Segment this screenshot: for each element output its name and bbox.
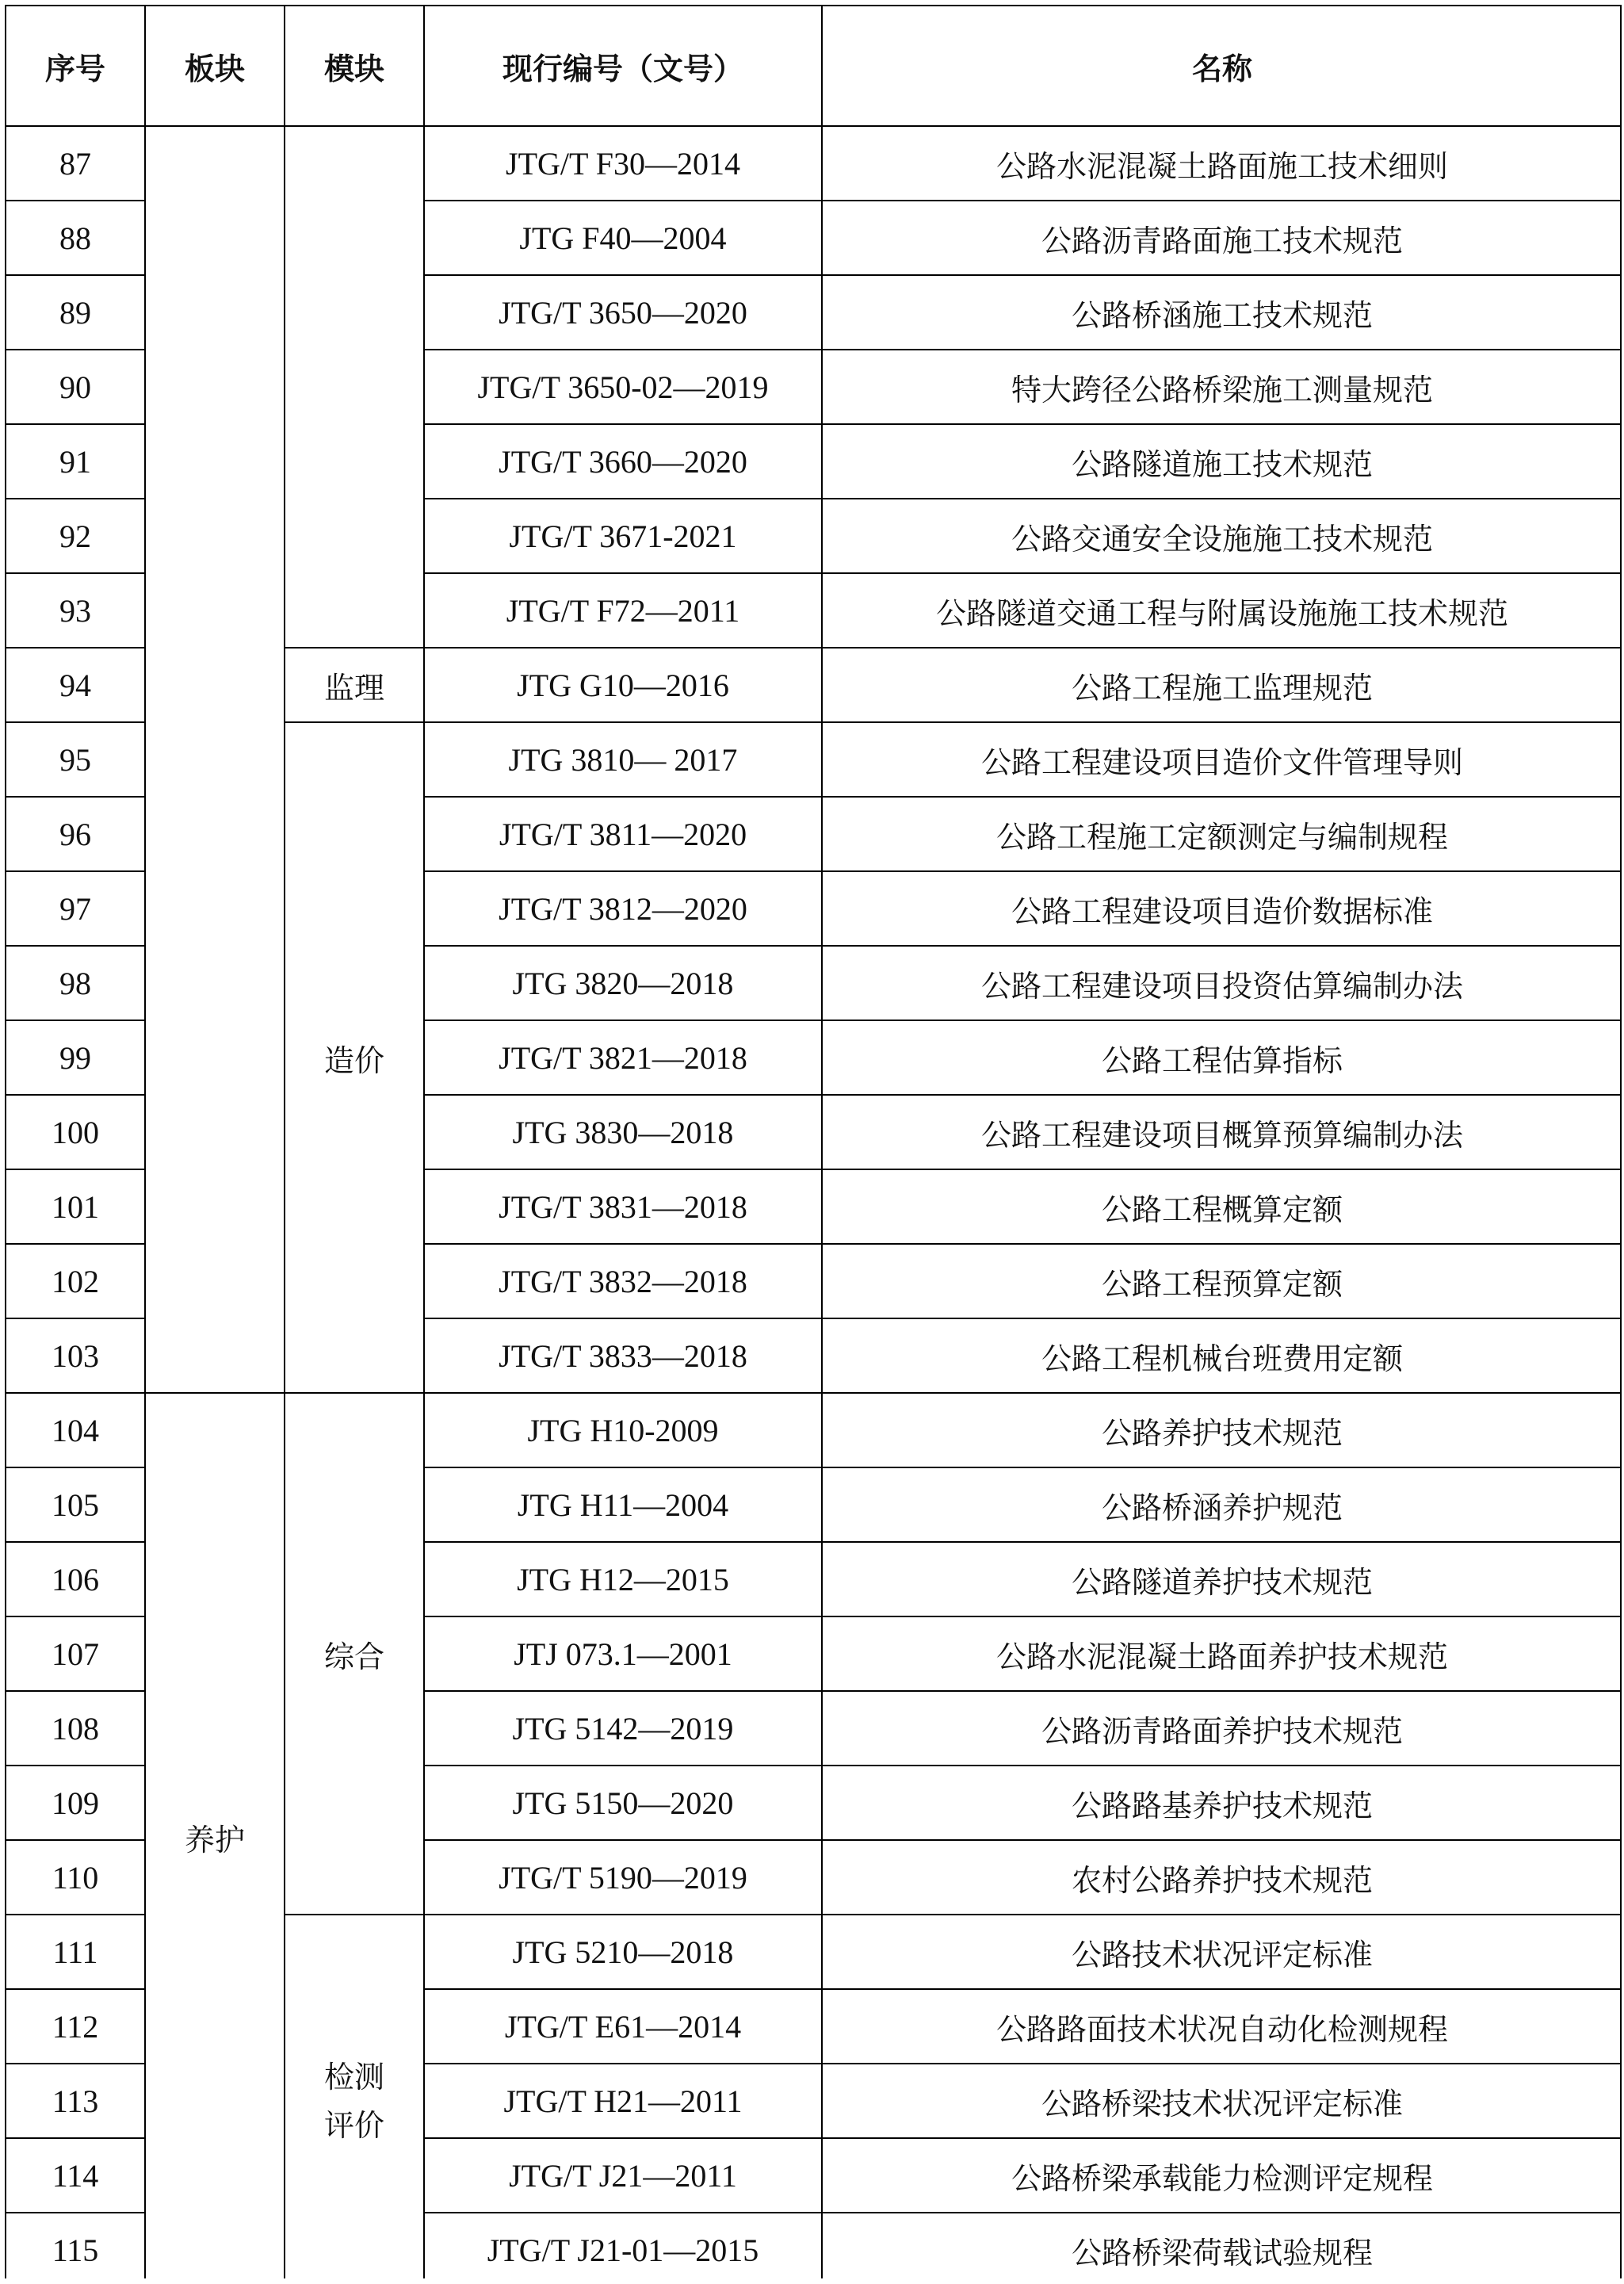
row-code: JTG 5210—2018 (424, 1915, 822, 1989)
row-name: 公路隧道交通工程与附属设施施工技术规范 (822, 573, 1622, 648)
row-code: JTG 3820—2018 (424, 946, 822, 1020)
row-seq: 109 (6, 1766, 145, 1840)
row-code: JTG H12—2015 (424, 1542, 822, 1616)
row-name: 公路工程施工监理规范 (822, 648, 1622, 722)
row-name: 农村公路养护技术规范 (822, 1840, 1622, 1915)
module-cell-construction (285, 126, 424, 648)
row-name: 公路水泥混凝土路面施工技术细则 (822, 126, 1622, 201)
table-row (6, 126, 1622, 201)
row-seq: 106 (6, 1542, 145, 1616)
row-name: 公路路基养护技术规范 (822, 1766, 1622, 1840)
row-code: JTG/T 3832—2018 (424, 1244, 822, 1318)
row-seq: 115 (6, 2213, 145, 2278)
row-code: JTG/T 5190—2019 (424, 1840, 822, 1915)
row-name: 公路工程概算定额 (822, 1169, 1622, 1244)
row-seq: 107 (6, 1616, 145, 1691)
row-code: JTJ 073.1—2001 (424, 1616, 822, 1691)
module-cell-cost: 造价 (285, 722, 424, 1393)
row-seq: 93 (6, 573, 145, 648)
row-seq: 94 (6, 648, 145, 722)
row-seq: 113 (6, 2064, 145, 2138)
row-code: JTG/T 3650—2020 (424, 275, 822, 350)
row-code: JTG H11—2004 (424, 1467, 822, 1542)
row-name: 公路工程建设项目造价文件管理导则 (822, 722, 1622, 797)
document-page (5, 5, 1622, 2278)
row-name: 公路桥涵施工技术规范 (822, 275, 1622, 350)
row-seq: 101 (6, 1169, 145, 1244)
row-seq: 88 (6, 201, 145, 275)
row-name: 公路工程估算指标 (822, 1020, 1622, 1095)
row-name: 公路工程建设项目投资估算编制办法 (822, 946, 1622, 1020)
row-code: JTG 3810— 2017 (424, 722, 822, 797)
module-cell-comprehensive: 综合 (285, 1393, 424, 1915)
row-code: JTG/T 3811—2020 (424, 797, 822, 871)
row-code: JTG/T 3831—2018 (424, 1169, 822, 1244)
row-seq: 89 (6, 275, 145, 350)
row-seq: 95 (6, 722, 145, 797)
row-name: 公路路面技术状况自动化检测规程 (822, 1989, 1622, 2064)
row-code: JTG 5150—2020 (424, 1766, 822, 1840)
row-name: 公路工程机械台班费用定额 (822, 1318, 1622, 1393)
row-seq: 112 (6, 1989, 145, 2064)
module-label-inspection: 检测 评价 (323, 2059, 384, 2143)
row-name: 公路水泥混凝土路面养护技术规范 (822, 1616, 1622, 1691)
row-seq: 103 (6, 1318, 145, 1393)
row-code: JTG/T 3671-2021 (424, 499, 822, 573)
row-code: JTG 3830—2018 (424, 1095, 822, 1169)
row-code: JTG/T 3650-02—2019 (424, 350, 822, 424)
row-seq: 114 (6, 2138, 145, 2213)
module-cell-supervision: 监理 (285, 648, 424, 722)
row-name: 公路交通安全设施施工技术规范 (822, 499, 1622, 573)
row-name: 公路桥梁承载能力检测评定规程 (822, 2138, 1622, 2213)
table-row (6, 1393, 1622, 1467)
header-section: 板块 (145, 6, 285, 126)
row-name: 公路沥青路面施工技术规范 (822, 201, 1622, 275)
row-name: 公路桥涵养护规范 (822, 1467, 1622, 1542)
row-seq: 87 (6, 126, 145, 201)
row-code: JTG/T E61—2014 (424, 1989, 822, 2064)
row-name: 公路桥梁荷载试验规程 (822, 2213, 1622, 2278)
standards-table (5, 5, 1622, 2278)
row-seq: 100 (6, 1095, 145, 1169)
row-name: 公路隧道养护技术规范 (822, 1542, 1622, 1616)
row-code: JTG F40—2004 (424, 201, 822, 275)
row-code: JTG/T F30—2014 (424, 126, 822, 201)
row-name: 特大跨径公路桥梁施工测量规范 (822, 350, 1622, 424)
module-cell-inspection (285, 1915, 424, 2278)
row-code: JTG/T H21—2011 (424, 2064, 822, 2138)
row-seq: 110 (6, 1840, 145, 1915)
row-code: JTG H10-2009 (424, 1393, 822, 1467)
row-seq: 92 (6, 499, 145, 573)
header-code: 现行编号（文号） (424, 6, 822, 126)
row-seq: 90 (6, 350, 145, 424)
header-name: 名称 (822, 6, 1622, 126)
row-name: 公路工程施工定额测定与编制规程 (822, 797, 1622, 871)
row-name: 公路工程建设项目造价数据标准 (822, 871, 1622, 946)
row-seq: 96 (6, 797, 145, 871)
row-name: 公路桥梁技术状况评定标准 (822, 2064, 1622, 2138)
row-name: 公路工程预算定额 (822, 1244, 1622, 1318)
row-seq: 111 (6, 1915, 145, 1989)
row-name: 公路沥青路面养护技术规范 (822, 1691, 1622, 1766)
table-header-row (6, 6, 1622, 126)
header-seq: 序号 (6, 6, 145, 126)
row-code: JTG/T 3833—2018 (424, 1318, 822, 1393)
row-seq: 98 (6, 946, 145, 1020)
row-code: JTG/T 3821—2018 (424, 1020, 822, 1095)
row-code: JTG/T J21-01—2015 (424, 2213, 822, 2278)
section-cell-maintenance: 养护 (145, 1393, 285, 2278)
row-code: JTG G10—2016 (424, 648, 822, 722)
row-seq: 97 (6, 871, 145, 946)
header-module: 模块 (285, 6, 424, 126)
row-seq: 104 (6, 1393, 145, 1467)
section-cell-construction (145, 126, 285, 1393)
row-name: 公路技术状况评定标准 (822, 1915, 1622, 1989)
row-name: 公路隧道施工技术规范 (822, 424, 1622, 499)
row-code: JTG/T F72—2011 (424, 573, 822, 648)
row-seq: 91 (6, 424, 145, 499)
row-seq: 99 (6, 1020, 145, 1095)
row-code: JTG 5142—2019 (424, 1691, 822, 1766)
row-seq: 108 (6, 1691, 145, 1766)
row-code: JTG/T 3660—2020 (424, 424, 822, 499)
row-seq: 102 (6, 1244, 145, 1318)
row-code: JTG/T J21—2011 (424, 2138, 822, 2213)
row-seq: 105 (6, 1467, 145, 1542)
row-code: JTG/T 3812—2020 (424, 871, 822, 946)
row-name: 公路养护技术规范 (822, 1393, 1622, 1467)
row-name: 公路工程建设项目概算预算编制办法 (822, 1095, 1622, 1169)
